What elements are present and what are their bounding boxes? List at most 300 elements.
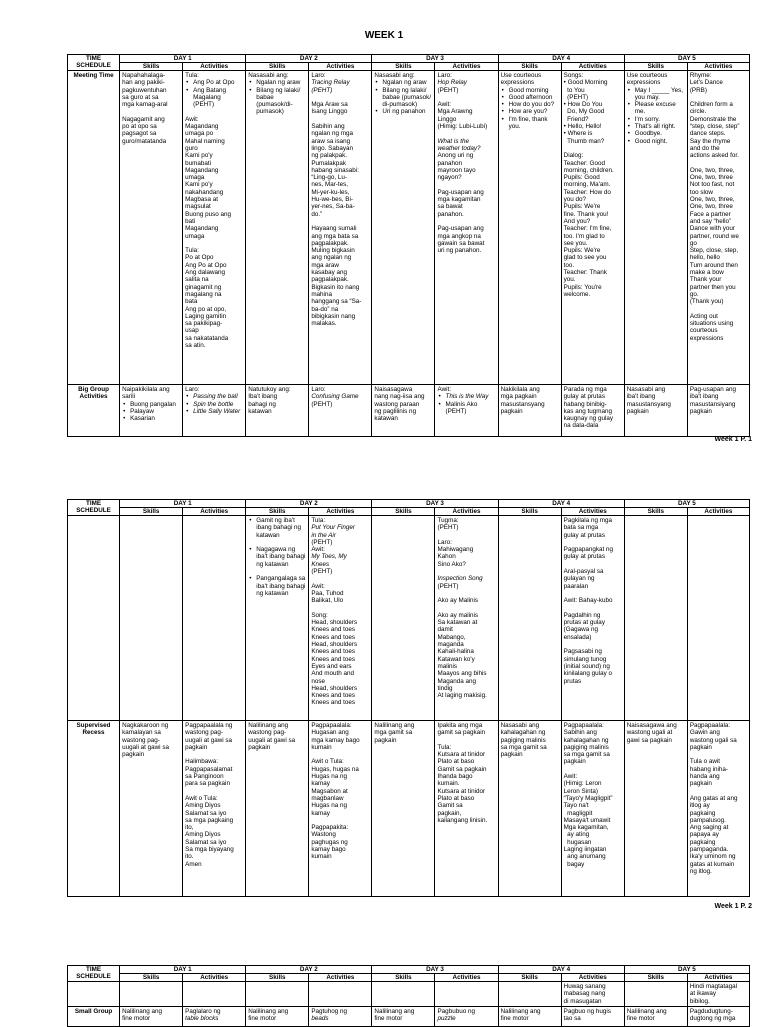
skills-header: Skills [498, 974, 561, 982]
day-header: DAY 4 [498, 500, 624, 508]
cell-text-line: kailangang linisin. [437, 816, 488, 824]
cell-text-line: “Ling-go, Lu- [311, 174, 348, 182]
cell-text-line: fine motor [248, 1015, 277, 1023]
cell-text-line: Huwag sanang [563, 983, 606, 990]
cell-text-line: Dialog: [563, 152, 584, 160]
cell-text-line: sa mga pagkaing [185, 816, 234, 824]
cell-text-line: Wastong [311, 831, 336, 839]
cell-text-line: Nakikilala ang [500, 386, 540, 393]
cell-text-line: Nalilinang ang [626, 1007, 667, 1015]
cell-text-line: (initial sound) ng [563, 662, 610, 670]
cell-text-line: Let's Dance [689, 79, 723, 87]
cell-text-line: Pupils: Good [563, 174, 600, 182]
skills-header: Skills [498, 63, 561, 71]
cell-text-line: iba't ibang [689, 393, 719, 401]
cell-text-line: Laro: [437, 538, 452, 546]
cell-text-line: wastong pag- [185, 729, 223, 737]
row-label: Small Group [68, 1006, 120, 1026]
cell-day3-skills [372, 982, 435, 1007]
cell-text-line: too slow [689, 188, 713, 196]
day-header: DAY 3 [372, 966, 498, 974]
cell-text-line: Thank your [689, 276, 722, 284]
cell-text-line: pagpalakpak. [311, 276, 349, 284]
time-schedule-header: TIME SCHEDULE [68, 966, 120, 982]
day-header: DAY 2 [246, 55, 372, 63]
cell-day5-activities [687, 71, 749, 385]
cell-text-line: Pagpapaalala: [563, 722, 604, 729]
cell-text-line: tindig [437, 684, 453, 692]
bullet-item: • Ang Po at Opo [185, 79, 243, 86]
cell-text-line: katawan [248, 407, 272, 415]
cell-text-line: ginagamit ng [185, 283, 222, 291]
bullet-item: • Uri ng panahon [374, 108, 432, 115]
bullet-item: • Gamit ng iba't ibang bahagi ng katawan [248, 517, 306, 539]
cell-text-line: Pagbuo ng hugis [563, 1007, 611, 1015]
cell-text-line: prutas at gulay [563, 619, 605, 627]
cell-text-line: damit [437, 626, 453, 634]
cell-text-line: gulay at prutas [563, 553, 605, 561]
cell-text-line: habang iniha- [689, 765, 728, 773]
cell-day4-skills [498, 1006, 561, 1026]
cell-text-line: Gamit sa pagkain [437, 765, 487, 773]
cell-text-line: Mi-yer-ku-les, [311, 188, 350, 196]
cell-text-line: Friend? [563, 115, 589, 123]
cell-text-line: pagkain [689, 407, 712, 415]
cell-text-line: hugasan [563, 838, 592, 846]
cell-text-line: morning, Ma'am. [563, 181, 611, 189]
cell-text-line: Napahahalaga- [122, 72, 166, 79]
activities-header: Activities [183, 508, 246, 516]
cell-text-line: Teacher: Thank [563, 269, 607, 277]
row-continuation [68, 516, 750, 721]
cell-text-line: mga araw [311, 261, 339, 269]
cell-text-line: nose [311, 677, 325, 685]
cell-text-line: pagkain [500, 751, 523, 759]
row-label [68, 516, 120, 721]
cell-text-line: Mahal naming [185, 137, 225, 145]
skills-header: Skills [372, 63, 435, 71]
bullet-item: • Little Sally Water [185, 408, 243, 415]
cell-text-line: Magsabon at [311, 787, 348, 795]
cell-text-line: Pagpapaalala: [689, 722, 731, 729]
cell-text-line: yer-nes, Sa-ba- [311, 203, 355, 211]
cell-text-line: pagkain [689, 743, 712, 751]
cell-text-line: Children form a [689, 101, 733, 109]
cell-text-line: (PEHT) [311, 538, 333, 546]
cell-day4-skills [498, 516, 561, 721]
row-big-group-activities [68, 385, 750, 437]
cell-day4-skills: Use courteous expressions • Good morning • Good afternoon • How do you do? • How are you? • I'm fine, thank you. [498, 71, 561, 385]
cell-day1-skills [120, 721, 183, 897]
cell-text-line: Pagdalhin ng [563, 611, 601, 619]
cell-text-line: Nalilinang ang [248, 722, 289, 729]
cell-day5-skills [624, 516, 687, 721]
day-header: DAY 3 [372, 55, 498, 63]
cell-text-line: kamay bago [311, 846, 346, 854]
cell-day4-activities [561, 1006, 624, 1026]
cell-text-line: situations using [689, 320, 734, 328]
cell-text-line: panahon. [437, 210, 464, 218]
cell-text-line: morning, children. [563, 166, 614, 174]
cell-text-line: Pagdudugtung- [689, 1007, 733, 1015]
cell-text-line: bata [185, 298, 198, 306]
cell-text-line [185, 240, 243, 247]
activities-header: Activities [309, 63, 372, 71]
bullet-item: • Bilang ng lalaki/ babae (pumasok/ di-pumasok) [374, 87, 432, 109]
bullet-item: • I'm sorry. [627, 116, 685, 123]
cell-text-line: uugali at gawi sa [248, 736, 296, 744]
bullet-item: • Goodbye. [627, 130, 685, 137]
cell-text-line: kahalagahan ng [500, 729, 546, 737]
cell-text-line: Sabihin ang [311, 123, 345, 131]
cell-text-line: Halimbawa: [185, 758, 219, 766]
cell-text-line: uri ng panahon. [437, 247, 482, 255]
cell-text-line: Mga kagamitan, [563, 824, 609, 832]
cell-text-line: ngayon? [437, 174, 462, 182]
cell-text-line: pampalusog. [689, 816, 726, 824]
bullet-item: • Malinis Ako (PEHT) [437, 401, 495, 416]
skills-header: Skills [372, 508, 435, 516]
cell-text-line: too. I'm glad to [563, 232, 605, 240]
table-header [68, 55, 750, 71]
cell-text-line: mga kamag-aral [122, 101, 168, 109]
cell-text-line: actions asked for. [689, 152, 739, 160]
cell-text-line: Laro: [311, 72, 326, 79]
cell-text-line: beads [311, 1015, 329, 1023]
cell-text-line: Gamit sa [437, 802, 463, 810]
cell-text-line: Paglalaro ng [185, 1007, 221, 1015]
cell-day5-activities [687, 721, 749, 897]
cell-text-line: ngalan ng mga [311, 130, 353, 138]
time-schedule-header: TIME SCHEDULE [68, 500, 120, 516]
cell-text-line: Naisasagawa [374, 386, 413, 393]
row-small-group [68, 1006, 750, 1026]
cell-day2-skills [246, 385, 309, 437]
cell-day4-skills [498, 385, 561, 437]
cell-text-line: Knees and toes [311, 699, 356, 707]
bullet-item: • I'm fine, thank you. [501, 116, 559, 131]
cell-text-line: kasabay ang [311, 269, 348, 277]
activities-header: Activities [561, 974, 624, 982]
cell-text-line: Confusing Game [311, 393, 359, 401]
cell-day1-activities: Laro: • Passing the ball • Spin the bottle • Little Sally Water [183, 385, 246, 437]
cell-day5-skills: Use courteous expressions • May I _____ Yes, you may. • Please excuse me. • I'm sorry. • That's all right. • Goodbye. • Good night. [624, 71, 687, 385]
cell-text-line: you do? [563, 196, 587, 204]
cell-text-line: Nalilinang ang [248, 1007, 289, 1015]
cell-text-line: Inspection Song [437, 575, 483, 583]
cell-text-line: One, two, three [689, 174, 733, 182]
cell-text-line: Head, shoulders [311, 641, 358, 649]
cell-text-line: Songs: [563, 72, 584, 79]
cell-text-line: (Himig: Lubi-Lubi) [437, 123, 488, 131]
cell-text-line: Maganda ang [437, 677, 476, 685]
cell-day1-activities [183, 721, 246, 897]
cell-text-line: courteous [689, 327, 718, 335]
cell-text-line: katawan [374, 415, 398, 423]
cell-text-line: Kutsara at tinidor [437, 787, 486, 795]
cell-text-line: ito. [185, 853, 194, 861]
cell-text-line: Pagpapangkat ng [563, 546, 614, 554]
cell-text-line: simulang tunog [563, 655, 607, 663]
cell-text-line: gulay at prutas [563, 393, 605, 401]
cell-text-line: sa guro at sa [122, 93, 159, 101]
cell-text-line [185, 751, 243, 758]
cell-text-line: ang anumang [563, 853, 606, 861]
bullet-item: • Palayaw [122, 408, 180, 415]
cell-text-line: partner, round we [689, 232, 739, 240]
cell-text-line: Knees and toes [311, 626, 356, 634]
cell-text-line: One, two, three, [689, 196, 735, 204]
cell-text-line: Head, shoulders [311, 684, 358, 692]
cell-text-line: dance steps. [689, 130, 726, 138]
cell-text-line: Hugasan ang [311, 729, 349, 737]
skills-header: Skills [498, 508, 561, 516]
cell-text-line: fine motor [626, 1015, 655, 1023]
cell-day1-skills [120, 516, 183, 721]
skills-header: Skills [372, 974, 435, 982]
cell-text-line: magalang na [185, 290, 222, 298]
bullet-item: • Pangangalaga sa iba't ibang bahagi ng katawan [248, 575, 306, 597]
cell-text-line: in the Air [311, 531, 336, 539]
cell-text-line: Magandang [185, 166, 219, 174]
cell-text-line: Tula: [311, 517, 326, 524]
cell-text-line: Tayo na't [563, 802, 589, 810]
cell-text-line: Knees [311, 560, 330, 568]
cell-text-line: Kami po'y [185, 152, 213, 160]
cell-text-line: sa pakikipag- [185, 320, 223, 328]
cell-text-line: pagkaing [689, 838, 716, 846]
cell-text-line: Naisasagawa ang [626, 722, 677, 729]
cell-day5-activities [687, 982, 749, 1007]
cell-text-line: (PEHT) [563, 93, 589, 101]
cell-text-line: itlog ay [689, 802, 710, 810]
cell-text-line: Pag-usapan ang [437, 188, 484, 196]
bullet-item: • Kasarian [122, 415, 180, 422]
cell-text-line: Pumalakpak [311, 159, 346, 167]
cell-text-line: iba't ibang [626, 393, 656, 401]
cell-text-line: gamit sa pagkain [437, 729, 486, 737]
cell-text-line: ensalada) [563, 633, 592, 641]
cell-text-line: Sa katawan at [437, 619, 478, 627]
page-footer: Week 1 P. 1 [714, 436, 752, 443]
cell-text-line [690, 306, 747, 313]
cell-text-line: pagiging malinis [500, 736, 546, 744]
week-title: WEEK 1 [364, 30, 404, 41]
cell-text-line: go [689, 239, 697, 247]
cell-day2-activities [309, 71, 372, 385]
bullet-item: • This is the Way [437, 393, 495, 400]
cell-day1-skills [120, 1006, 183, 1026]
cell-day1-skills [120, 982, 183, 1007]
cell-text-line: pagkain [563, 758, 586, 766]
bullet-item: • How do you do? [501, 101, 559, 108]
bullet-item: • Ngalan ng araw [374, 79, 432, 86]
cell-text-line: masustansyang [626, 400, 671, 408]
cell-text-line: Knees and toes [311, 692, 356, 700]
cell-text-line: Put Your Finger [311, 524, 355, 532]
cell-text-line: ay ating [563, 831, 590, 839]
cell-text-line: Salamat sa iyo [185, 838, 227, 846]
row-supervised-recess [68, 721, 750, 897]
cell-text-line: Mabango, [437, 633, 466, 641]
cell-text-line: handa ang [689, 773, 720, 781]
cell-text-line: gulayan ng [563, 575, 595, 583]
activities-header: Activities [435, 508, 498, 516]
cell-text-line: Acting out [689, 312, 718, 320]
cell-text-line: di masugatan [563, 997, 602, 1005]
cell-text-line: pagkain [689, 780, 712, 788]
cell-text-line: Muling bigkasin [311, 247, 355, 255]
cell-text-line: Maayos ang bihis [437, 670, 487, 678]
cell-text-line: Hu-we-bes, Bi- [311, 196, 353, 204]
cell-day4-skills [498, 721, 561, 897]
cell-day2-activities [309, 721, 372, 897]
cell-text-line: pagkain [185, 743, 208, 751]
cell-text-line: panahon [437, 159, 462, 167]
cell-text-line: araw sa isang [311, 137, 351, 145]
cell-text-line: Awit: [563, 773, 578, 781]
cell-text-line: sa atin. [185, 341, 206, 349]
cell-text-line: lingo. Sabayan [311, 144, 353, 152]
cell-day5-skills [624, 1006, 687, 1026]
bullet-item: • Good afternoon [501, 94, 559, 101]
cell-text-line: Awit o Tula: [311, 758, 344, 766]
cell-text-line: maganda [437, 641, 464, 649]
cell-day3-skills: Nasasabi ang: • Ngalan ng araw • Bilang ng lalaki/ babae (pumasok/ di-pumasok) • Uri ng panahon [372, 71, 435, 385]
cell-text-line: Laro: [437, 72, 452, 79]
cell-text-line: Thumb man? [563, 137, 605, 145]
cell-text-line: wastong ugali at [626, 729, 673, 737]
cell-text-line: pagkain, [437, 809, 462, 817]
cell-day1-activities [183, 1006, 246, 1026]
cell-text-line: Pagkilala ng mga [563, 517, 612, 524]
cell-text-line [185, 108, 243, 115]
cell-day3-activities [435, 516, 498, 721]
cell-text-line: and do the [689, 144, 720, 152]
cell-text-line: gawain sa bawat [437, 239, 485, 247]
cell-text-line: kumain [311, 853, 332, 861]
cell-text-line: sa mga gamit sa [563, 751, 610, 759]
cell-text-line: Song: [311, 611, 328, 619]
cell-text-line [690, 751, 747, 758]
cell-text-line: Sabihin ang [563, 729, 597, 737]
cell-text-line: you. [563, 276, 576, 284]
cell-text-line: Magbasa at [185, 196, 219, 204]
cell-text-line: ba-do” na [311, 305, 339, 313]
cell-day5-activities [687, 516, 749, 721]
cell-text-line: fine motor [500, 1015, 529, 1023]
cell-text-line: Awit o Tula: [185, 794, 218, 802]
activities-header: Activities [687, 974, 749, 982]
cell-day2-skills: Nasasabi ang: • Ngalan ng araw • Bilang ng lalaki/ babae (pumasok/di-pumasok) [246, 71, 309, 385]
cell-text-line: Kahali-halina [437, 648, 474, 656]
cell-text-line: Ang gatas at ang [689, 794, 738, 802]
cell-text-line: Hayaang sumali [311, 225, 357, 233]
cell-text-line: mga pagkain [500, 393, 537, 401]
cell-day5-skills [624, 721, 687, 897]
cell-text-line: malakas. [311, 320, 337, 328]
cell-text-line: Nalilinang ang [500, 1007, 541, 1015]
cell-day3-activities [435, 1006, 498, 1026]
cell-text-line: ito, [185, 824, 194, 832]
cell-text-line: Buong puso ang [185, 210, 232, 218]
cell-day1-activities [183, 516, 246, 721]
cell-text-line: dugtong ng mga [689, 1015, 736, 1023]
cell-text-line: (PEHT) [311, 86, 333, 94]
cell-day5-skills [624, 385, 687, 437]
cell-text-line: Tula o awit [689, 758, 721, 766]
cell-text-line [690, 160, 747, 167]
cell-text-line: wastong pag- [248, 729, 287, 737]
cell-day4-activities [561, 982, 624, 1007]
cell-text-line: “Tayo'y Magligpit” [563, 794, 613, 802]
cell-text-line: Face a partner [689, 210, 731, 218]
schedule-table-page-2 [67, 499, 750, 897]
cell-text-line [122, 108, 180, 115]
cell-text-line: masustansyang [500, 400, 545, 408]
cell-text-line: partner then you [689, 283, 736, 291]
cell-text-line: Laro: [311, 386, 326, 393]
cell-text-line: Ipakita ang mga [437, 722, 483, 729]
cell-text-line: Ang Po at Opo [185, 261, 227, 269]
cell-text-line: bati [185, 217, 196, 225]
cell-text-line: mga angkop na [437, 232, 481, 240]
cell-text-line: wastong pag- [122, 736, 160, 744]
cell-text-line: Pagtuhog ng [311, 1007, 348, 1015]
cell-text-line: Balikat, Ulo [311, 597, 344, 605]
cell-text-line: Knees and toes [311, 648, 356, 656]
cell-text-line: uugali at gawi sa [122, 743, 169, 751]
cell-text-line: What is the [437, 137, 469, 145]
cell-text-line: Po at Opo [185, 254, 214, 262]
cell-text-line: umaga po [185, 130, 214, 138]
cell-text-line: magbanlaw [311, 794, 344, 802]
table-header [68, 966, 750, 982]
cell-text-line: pagkuwentuhan [122, 86, 167, 94]
cell-text-line: (PEHT) [437, 86, 459, 94]
cell-text-line [564, 539, 622, 546]
cell-text-line: mabasag nang [563, 990, 606, 998]
cell-text-line: Eyes and ears [311, 662, 352, 670]
day-header: DAY 1 [120, 500, 246, 508]
cell-text-line: Aming Diyos [185, 802, 221, 810]
cell-text-line: puzzle [437, 1015, 456, 1023]
activities-header: Activities [309, 974, 372, 982]
cell-text-line: Nagagamit ang [122, 115, 165, 123]
cell-text-line: Katawan ko'y [437, 655, 475, 663]
cell-text-line: Salamat sa iyo [185, 809, 227, 817]
cell-text-line: Nalilinang ang [374, 1007, 415, 1015]
cell-text-line: Step, close, step, [689, 247, 739, 255]
cell-text-line: kaugnay ng gulay [563, 415, 614, 423]
cell-text-line: Ang dalawang [185, 269, 226, 277]
cell-text-line: Tula: [185, 247, 199, 255]
activities-header: Activities [435, 974, 498, 982]
skills-header: Skills [120, 508, 183, 516]
cell-text-line: Magandang [185, 123, 219, 131]
cell-text-line: Mga Araw sa [311, 101, 348, 109]
cell-text-line [185, 788, 243, 795]
cell-day3-skills [372, 1006, 435, 1026]
cell-text-line: Awit: [311, 546, 325, 554]
cell-text-line [311, 817, 369, 824]
cell-day4-activities [561, 71, 624, 385]
cell-text-line: Hugas na ng [311, 773, 348, 781]
cell-text-line: ng palakpak. [311, 152, 348, 160]
cell-text-line: Tracing Relay [311, 79, 350, 87]
cell-text-line: fine. Thank you! [563, 210, 609, 218]
cell-text-line: And you? [563, 217, 591, 225]
